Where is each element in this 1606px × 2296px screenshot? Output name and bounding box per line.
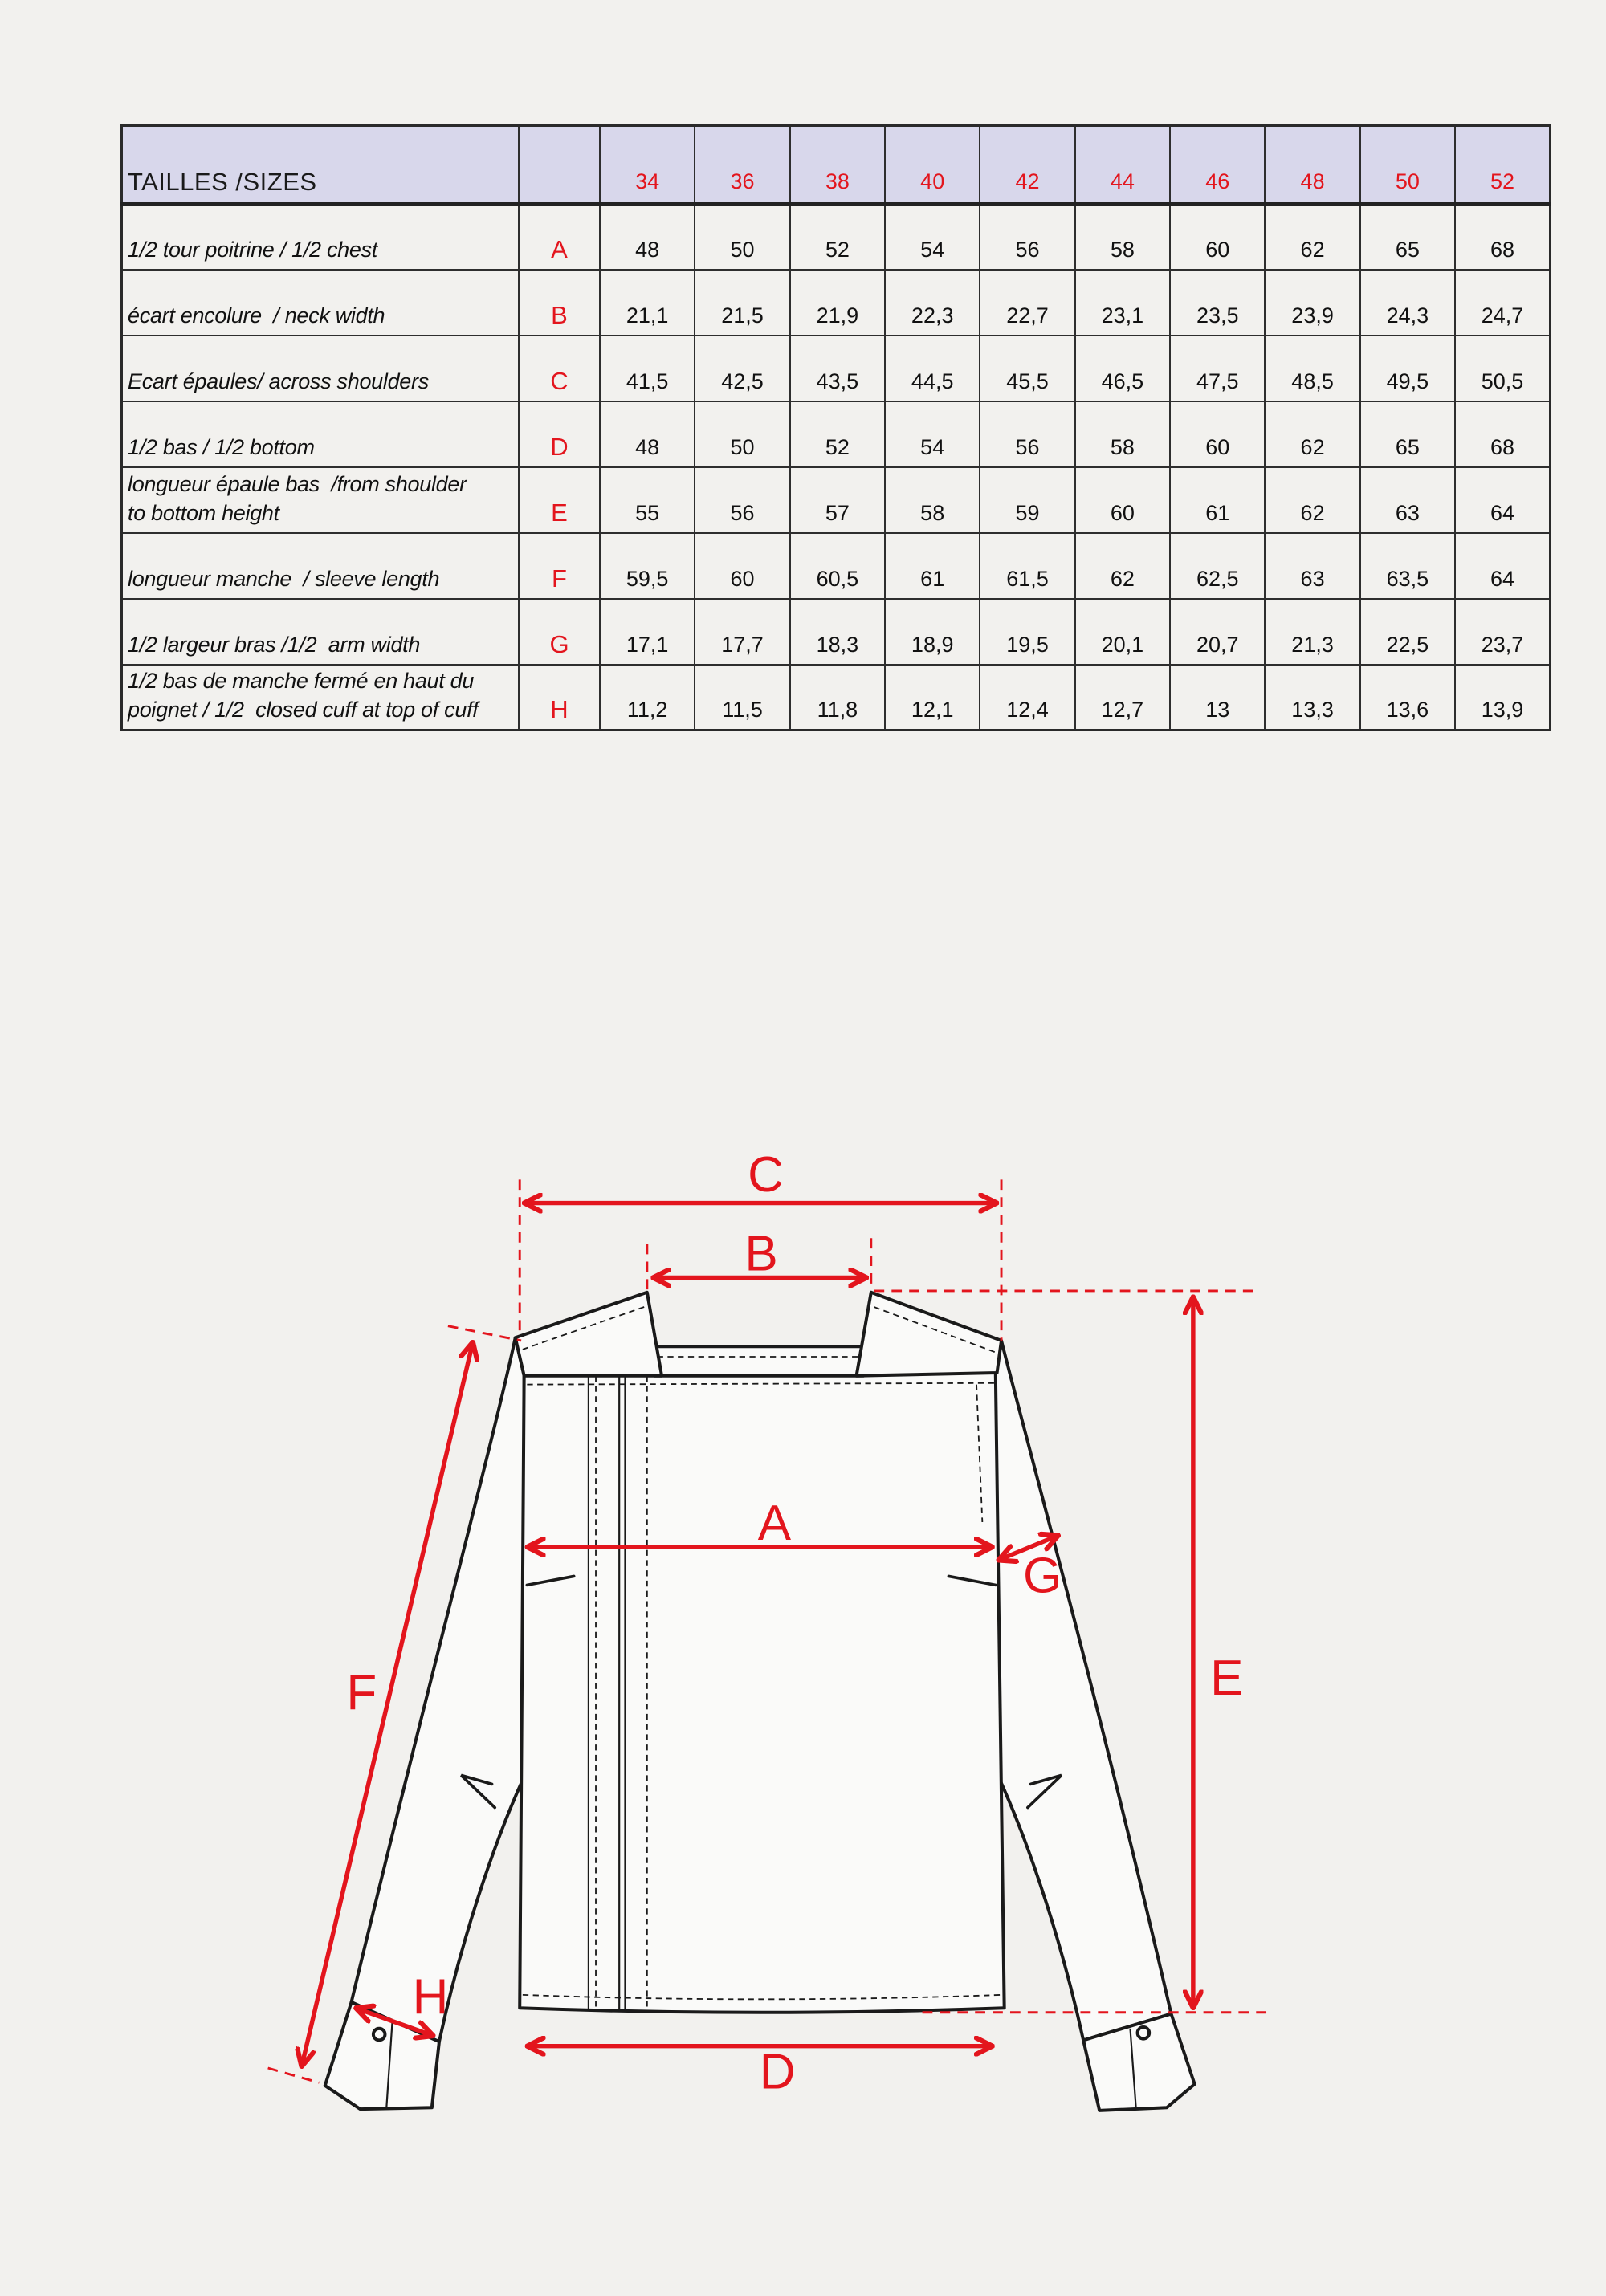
- table-row: [122, 336, 1551, 401]
- size-value-cell: 13: [1170, 665, 1265, 731]
- shirt-body: [520, 1370, 1004, 2012]
- size-value-cell: 23,7: [1455, 599, 1550, 665]
- size-value-cell: 58: [1075, 204, 1170, 270]
- size-table-body: [122, 204, 1551, 731]
- size-value-cell: 24,7: [1455, 270, 1550, 336]
- size-header-row: [122, 126, 1551, 204]
- size-value-cell: 43,5: [790, 336, 885, 401]
- sizes-header-title: TAILLES /SIZES: [122, 126, 520, 204]
- size-value-cell: 19,5: [980, 599, 1074, 665]
- size-value-cell: 11,5: [695, 665, 789, 731]
- right-collar: [857, 1293, 1001, 1376]
- size-value-cell: 52: [790, 401, 885, 467]
- size-value-cell: 57: [790, 467, 885, 533]
- size-value-cell: 55: [600, 467, 695, 533]
- size-value-cell: 46,5: [1075, 336, 1170, 401]
- size-value-cell: 22,5: [1360, 599, 1455, 665]
- size-value-cell: 22,3: [885, 270, 980, 336]
- size-header-cell: 44: [1075, 126, 1170, 204]
- size-value-cell: 63: [1265, 533, 1359, 599]
- measurement-label: [122, 533, 520, 599]
- size-value-cell: 20,1: [1075, 599, 1170, 665]
- measurement-label-line: 1/2 largeur bras /1/2 arm width: [128, 632, 421, 657]
- size-value-cell: 62,5: [1170, 533, 1265, 599]
- measurement-label-line: longueur épaule bas /from shoulder: [128, 471, 467, 496]
- size-value-cell: 22,7: [980, 270, 1074, 336]
- measurement-label-line: 1/2 bas / 1/2 bottom: [128, 434, 315, 459]
- size-value-cell: 13,3: [1265, 665, 1359, 731]
- table-row: [122, 270, 1551, 336]
- size-value-cell: 60: [1170, 204, 1265, 270]
- size-value-cell: 68: [1455, 204, 1550, 270]
- size-value-cell: 41,5: [600, 336, 695, 401]
- measurement-code: C: [519, 336, 600, 401]
- measurement-g-label: G: [1022, 1548, 1062, 1604]
- measurement-label: [122, 204, 520, 270]
- size-header-cell: 46: [1170, 126, 1265, 204]
- measurement-h-label: H: [412, 1969, 449, 2025]
- size-value-cell: 61: [1170, 467, 1265, 533]
- size-value-cell: 21,1: [600, 270, 695, 336]
- left-cuff-button: [373, 2029, 385, 2041]
- measurement-label-line: to bottom height: [128, 500, 279, 525]
- size-value-cell: 59,5: [600, 533, 695, 599]
- measurement-label-line: 1/2 tour poitrine / 1/2 chest: [128, 237, 377, 262]
- size-value-cell: 45,5: [980, 336, 1074, 401]
- size-value-cell: 12,7: [1075, 665, 1170, 731]
- left-collar: [516, 1293, 662, 1376]
- size-header-cell: 42: [980, 126, 1074, 204]
- code-header-cell: [519, 126, 600, 204]
- size-value-cell: 13,6: [1360, 665, 1455, 731]
- size-value-cell: 65: [1360, 204, 1455, 270]
- size-header-cell: 48: [1265, 126, 1359, 204]
- size-value-cell: 61: [885, 533, 980, 599]
- size-value-cell: 60: [695, 533, 789, 599]
- size-value-cell: 59: [980, 467, 1074, 533]
- size-value-cell: 18,9: [885, 599, 980, 665]
- size-value-cell: 44,5: [885, 336, 980, 401]
- size-value-cell: 42,5: [695, 336, 789, 401]
- size-value-cell: 24,3: [1360, 270, 1455, 336]
- size-value-cell: 62: [1075, 533, 1170, 599]
- size-value-cell: 50: [695, 401, 789, 467]
- size-value-cell: 64: [1455, 533, 1550, 599]
- size-value-cell: 56: [980, 401, 1074, 467]
- size-header-cell: 52: [1455, 126, 1550, 204]
- size-value-cell: 20,7: [1170, 599, 1265, 665]
- size-header-cell: 34: [600, 126, 695, 204]
- measurement-label: [122, 599, 520, 665]
- measurement-code: D: [519, 401, 600, 467]
- table-row: [122, 401, 1551, 467]
- size-header-cell: 36: [695, 126, 789, 204]
- measurement-label-line: longueur manche / sleeve length: [128, 566, 440, 591]
- size-value-cell: 12,1: [885, 665, 980, 731]
- table-row: [122, 533, 1551, 599]
- size-value-cell: 13,9: [1455, 665, 1550, 731]
- back-neck: [654, 1346, 864, 1375]
- measurement-label: [122, 401, 520, 467]
- size-value-cell: 54: [885, 204, 980, 270]
- measurement-code: A: [519, 204, 600, 270]
- measurement-label-line: poignet / 1/2 closed cuff at top of cuff: [128, 698, 479, 722]
- size-value-cell: 12,4: [980, 665, 1074, 731]
- size-value-cell: 65: [1360, 401, 1455, 467]
- measurement-label: [122, 336, 520, 401]
- size-header-cell: 50: [1360, 126, 1455, 204]
- measurement-a-label: A: [757, 1495, 792, 1551]
- size-value-cell: 11,2: [600, 665, 695, 731]
- size-value-cell: 63,5: [1360, 533, 1455, 599]
- right-cuff-button: [1138, 2027, 1150, 2039]
- size-value-cell: 21,9: [790, 270, 885, 336]
- measurement-label: [122, 665, 520, 731]
- size-value-cell: 62: [1265, 467, 1359, 533]
- measurement-code: F: [519, 533, 600, 599]
- size-table-header: [122, 126, 1551, 204]
- size-value-cell: 56: [980, 204, 1074, 270]
- table-row: [122, 467, 1551, 533]
- size-header-cell: 38: [790, 126, 885, 204]
- size-value-cell: 17,7: [695, 599, 789, 665]
- size-value-cell: 60: [1075, 467, 1170, 533]
- size-value-cell: 63: [1360, 467, 1455, 533]
- size-value-cell: 54: [885, 401, 980, 467]
- measurement-label-line: Ecart épaules/ across shoulders: [128, 368, 429, 393]
- size-chart-table: [120, 124, 1551, 731]
- measurement-code: B: [519, 270, 600, 336]
- left-sleeve: [352, 1337, 524, 2042]
- measurement-label-line: 1/2 bas de manche fermé en haut du: [128, 669, 475, 693]
- size-value-cell: 50,5: [1455, 336, 1550, 401]
- table-row: [122, 204, 1551, 270]
- size-value-cell: 48,5: [1265, 336, 1359, 401]
- size-value-cell: 60,5: [790, 533, 885, 599]
- size-value-cell: 52: [790, 204, 885, 270]
- size-value-cell: 60: [1170, 401, 1265, 467]
- size-value-cell: 58: [885, 467, 980, 533]
- measurement-code: H: [519, 665, 600, 731]
- right-sleeve: [996, 1341, 1172, 2040]
- size-value-cell: 62: [1265, 401, 1359, 467]
- shirt-measurement-diagram: [0, 1108, 1606, 2151]
- measurement-e-label: E: [1210, 1651, 1244, 1707]
- size-value-cell: 18,3: [790, 599, 885, 665]
- size-value-cell: 62: [1265, 204, 1359, 270]
- size-header-cell: 40: [885, 126, 980, 204]
- measurement-f-label: F: [346, 1665, 377, 1721]
- size-value-cell: 23,5: [1170, 270, 1265, 336]
- size-value-cell: 23,9: [1265, 270, 1359, 336]
- measurement-label: [122, 467, 520, 533]
- size-value-cell: 21,3: [1265, 599, 1359, 665]
- table-row: [122, 599, 1551, 665]
- size-value-cell: 50: [695, 204, 789, 270]
- size-value-cell: 48: [600, 401, 695, 467]
- table-row: [122, 665, 1551, 731]
- measurement-d-label: D: [759, 2044, 796, 2100]
- size-value-cell: 61,5: [980, 533, 1074, 599]
- measurement-b-label: B: [744, 1226, 778, 1282]
- size-value-cell: 68: [1455, 401, 1550, 467]
- measurement-code: E: [519, 467, 600, 533]
- size-value-cell: 58: [1075, 401, 1170, 467]
- measurement-c-label: C: [748, 1146, 784, 1203]
- measurement-label: [122, 270, 520, 336]
- size-value-cell: 17,1: [600, 599, 695, 665]
- measurement-code: G: [519, 599, 600, 665]
- size-value-cell: 56: [695, 467, 789, 533]
- size-value-cell: 11,8: [790, 665, 885, 731]
- size-value-cell: 64: [1455, 467, 1550, 533]
- measurement-label-line: écart encolure / neck width: [128, 303, 385, 328]
- size-value-cell: 47,5: [1170, 336, 1265, 401]
- size-value-cell: 21,5: [695, 270, 789, 336]
- size-value-cell: 23,1: [1075, 270, 1170, 336]
- size-value-cell: 49,5: [1360, 336, 1455, 401]
- size-value-cell: 48: [600, 204, 695, 270]
